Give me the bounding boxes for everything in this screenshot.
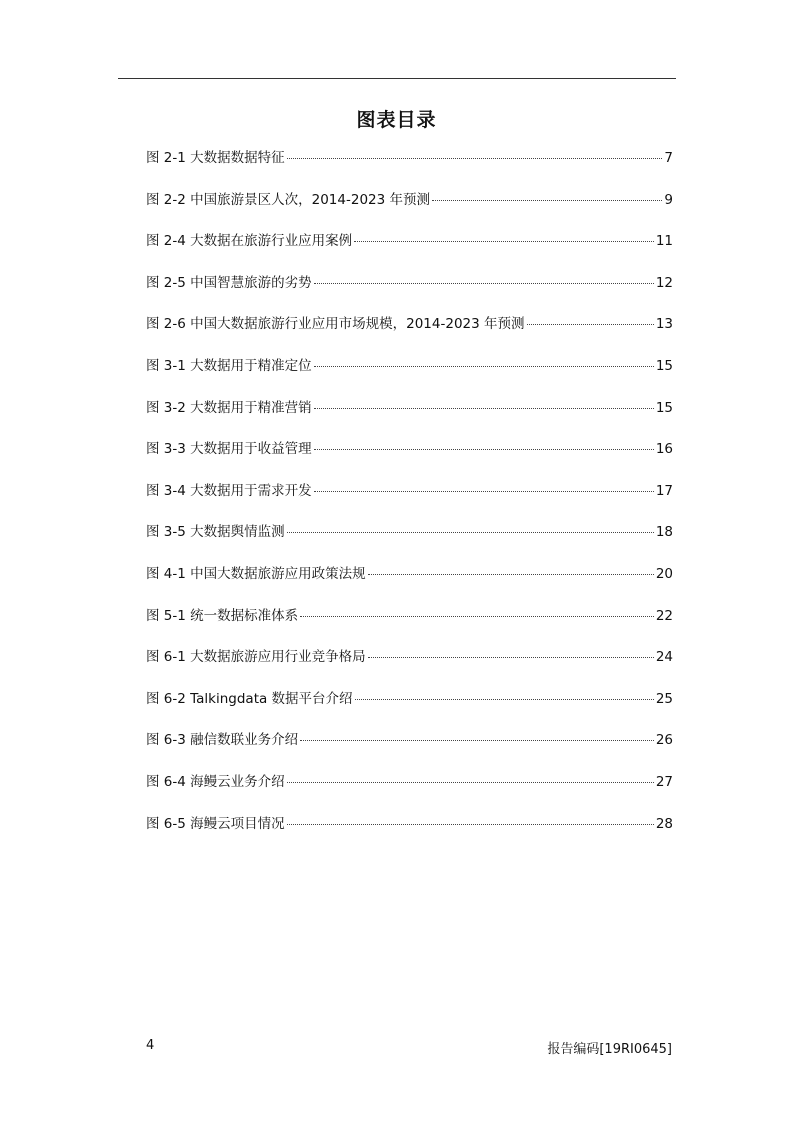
toc-entry[interactable] [146,564,673,606]
dot-leader [432,200,662,201]
entry-label: 图 2-6 中国大数据旅游行业应用市场规模，2014-2023 年预测 [146,316,525,333]
toc-entry[interactable] [146,439,673,481]
dot-leader [287,824,654,825]
dot-leader [314,408,654,409]
toc-entry[interactable] [146,273,673,315]
entry-label: 图 3-5 大数据舆情监测 [146,524,285,541]
dot-leader [368,657,654,658]
toc-entry[interactable] [146,647,673,689]
dot-leader [287,158,663,159]
entry-page-number: 17 [655,482,673,499]
entry-page-number: 15 [655,357,673,374]
entry-label: 图 3-1 大数据用于精准定位 [146,357,312,374]
toc-entry[interactable] [146,689,673,731]
entry-page-number: 16 [655,441,673,458]
entry-page-number: 15 [655,399,673,416]
dot-leader [314,491,654,492]
entry-label: 图 6-4 海鳗云业务介绍 [146,773,285,790]
page-title: 图表目录 [356,109,437,131]
entry-page-number: 27 [655,773,673,790]
entry-label: 图 4-1 中国大数据旅游应用政策法规 [146,565,366,582]
toc-entry[interactable] [146,606,673,648]
entry-label: 图 6-5 海鳗云项目情况 [146,815,285,832]
toc-entry[interactable] [146,730,673,772]
dot-leader [527,324,654,325]
entry-label: 图 2-1 大数据数据特征 [146,150,285,166]
dot-leader [368,574,654,575]
toc-entry[interactable] [146,231,673,273]
entry-page-number: 11 [655,233,673,250]
entry-page-number: 18 [655,524,673,541]
entry-label: 图 2-2 中国旅游景区人次，2014-2023 年预测 [146,191,431,208]
entry-page-number: 13 [655,316,673,333]
dot-leader [300,616,654,617]
dot-leader [314,449,654,450]
toc-entry[interactable] [146,190,673,232]
dot-leader [314,283,654,284]
entry-page-number: 28 [655,815,673,832]
figure-list [146,148,673,855]
entry-label: 图 6-2 Talkingdata 数据平台介绍 [146,690,353,707]
entry-page-number: 25 [655,690,673,707]
dot-leader [354,241,654,242]
toc-entry[interactable] [146,314,673,356]
toc-entry[interactable] [146,356,673,398]
toc-entry[interactable] [146,814,673,856]
dot-leader [300,740,654,741]
entry-page-number: 12 [655,274,673,291]
toc-entry[interactable] [146,772,673,814]
entry-label: 图 6-3 融信数联业务介绍 [146,732,299,749]
footer-page-number: 4 [146,1038,155,1053]
entry-page-number: 24 [655,649,673,666]
entry-label: 图 3-3 大数据用于收益管理 [146,441,312,458]
entry-label: 图 2-5 中国智慧旅游的劣势 [146,274,312,291]
entry-label: 图 2-4 大数据在旅游行业应用案例 [146,233,353,250]
entry-page-number: 22 [655,607,673,624]
footer-report-code: 报告编码[19RI0645] [547,1042,672,1057]
dot-leader [287,782,654,783]
entry-label: 图 3-4 大数据用于需求开发 [146,482,312,499]
entry-page-number: 20 [655,565,673,582]
toc-entry[interactable] [146,148,673,190]
dot-leader [287,532,654,533]
entry-page-number: 9 [664,191,673,208]
toc-entry[interactable] [146,481,673,523]
toc-entry[interactable] [146,522,673,564]
dot-leader [314,366,654,367]
dot-leader [355,699,654,700]
entry-page-number: 26 [655,732,673,749]
entry-label: 图 6-1 大数据旅游应用行业竞争格局 [146,649,366,666]
entry-page-number: 7 [664,150,673,166]
entry-label: 图 3-2 大数据用于精准营销 [146,399,312,416]
header-rule [118,78,676,79]
toc-entry[interactable] [146,398,673,440]
entry-label: 图 5-1 统一数据标准体系 [146,607,299,624]
